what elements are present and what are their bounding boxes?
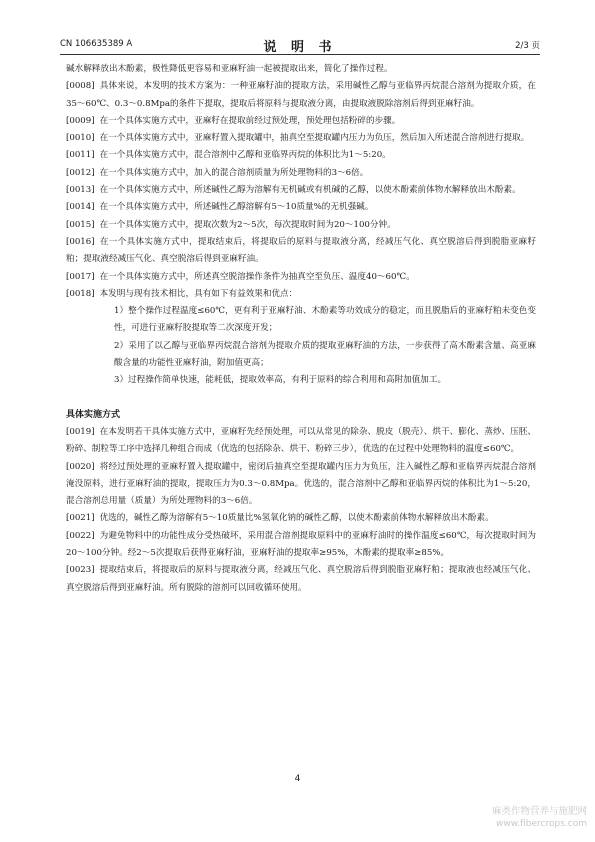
paragraph-number: [0020]: [66, 461, 95, 472]
paragraph-0010: [66, 130, 536, 147]
section-gap: [66, 390, 536, 407]
paragraph-text: 在一个具体实施方式中，所述碱性乙醇溶解有5～10质量%的无机强碱。: [99, 202, 374, 213]
advantage-item-1: 1）整个操作过程温度≤60℃，更有利于亚麻籽油、木酚素等功效成分的稳定，而且脱脂后的亚麻籽粕未变色变性，可进行亚麻籽胶提取等二次深度开发；: [114, 306, 536, 334]
paragraph-number: [0019]: [66, 426, 95, 437]
paragraph-0009: [66, 113, 536, 130]
paragraph-text: 优选的，碱性乙醇为溶解有5～10质量比%氢氧化钠的碱性乙醇，以使木酚素前体物水解释放出木酚素。: [99, 513, 494, 524]
paragraph-number: [0015]: [66, 219, 95, 230]
paragraph-0015: [66, 217, 536, 234]
paragraph-text: 本发明与现有技术相比，具有如下有益效果和优点：: [99, 288, 298, 299]
paragraph-text: 在一个具体实施方式中，提取结束后，将提取后的原料与提取液分离，经减压气化、真空脱溶后得到脱脂亚麻籽粕；提取液经减压气化、真空脱溶后得到亚麻籽油。: [66, 236, 536, 265]
paragraph-0023: [66, 562, 536, 597]
paragraph-0022: [66, 528, 536, 563]
paragraph-text: 在一个具体实施方式中，亚麻籽在提取前经过预处理，预处理包括粉碎的步骤。: [99, 115, 401, 126]
paragraph-number: [0018]: [66, 288, 95, 299]
paragraph-number: [0011]: [66, 150, 95, 161]
paragraph-0016: [66, 234, 536, 269]
watermark-site-name: 麻类作物营养与施肥网: [491, 806, 587, 817]
paragraph-0020: [66, 459, 536, 511]
paragraph-text: 具体来说，本发明的技术方案为：一种亚麻籽油的提取方法，采用碱性乙醇与亚临界丙烷混合溶剂为提取介质，在35～60℃、0.3～0.8Mpa的条件下提取，提取后将原料与提取液分离，由提取液脱除溶剂后得到亚麻籽油。: [66, 81, 536, 109]
intro-line: 碱水解释放出木酚素，极性降低更容易和亚麻籽油一起被提取出来，简化了操作过程。: [66, 64, 393, 74]
watermark: [492, 805, 587, 831]
paragraph-text: 在一个具体实施方式中，加入的混合溶剂质量为所处理物料的3～6倍。: [99, 167, 369, 178]
document-title: 说 明 书: [263, 40, 337, 55]
paragraph-0012: [66, 165, 536, 182]
paragraph-text: 将经过预处理的亚麻籽置入提取罐中，密闭后抽真空至提取罐内压力为负压，注入碱性乙醇和亚临界丙烷混合溶剂淹没原料，进行亚麻籽油的提取，提取压力为0.3～0.8Mpa。优选的，混合溶剂中乙醇和亚临界丙烷的体积比为1～5:20，混合溶剂总用量（质量）为所处理物料的3～6倍。: [66, 461, 536, 507]
paragraph-text: 在一个具体实施方式中，混合溶剂中乙醇和亚临界丙烷的体积比为1～5:20。: [99, 150, 391, 161]
paragraph-text: 在本发明若干具体实施方式中，亚麻籽先经预处理，可以从常见的除杂、脱皮（脱壳）、烘干、膨化、蒸炒、压胚、粉碎、制粒等工序中选择几种组合而成（优选的包括除杂、烘干、粉碎三步），优选的在过程中处理物料的温度≤60℃。: [66, 426, 536, 455]
paragraph-number: [0016]: [66, 236, 95, 247]
paragraph-0017: [66, 269, 536, 286]
page-number: 4: [294, 774, 301, 784]
advantage-item-2: 2）采用了以乙醇与亚临界丙烷混合溶剂为提取介质的提取亚麻籽油的方法，一步获得了高木酚素含量、高亚麻酸含量的功能性亚麻籽油，附加值更高；: [114, 340, 536, 369]
paragraph-0019: [66, 424, 536, 459]
paragraph-number: [0010]: [66, 133, 95, 144]
paragraph-number: [0009]: [66, 115, 95, 126]
paragraph-number: [0021]: [66, 513, 95, 524]
paragraph-0018: [66, 286, 536, 303]
patent-number: CN 106635389 A: [60, 39, 133, 49]
paragraph-0014: [66, 199, 536, 216]
document-body: [66, 61, 536, 597]
section-heading: 具体实施方式: [66, 409, 121, 420]
paragraph-text: 在一个具体实施方式中，所述碱性乙醇为溶解有无机碱或有机碱的乙醇，以使木酚素前体物水解释放出木酚素。: [99, 185, 521, 196]
paragraph-number: [0023]: [66, 565, 95, 576]
paragraph-0008: [66, 78, 536, 113]
paragraph-0021: [66, 510, 536, 527]
paragraph-text: 在一个具体实施方式中，所述真空脱溶操作条件为抽真空至负压、温度40～60℃。: [99, 271, 415, 282]
advantage-item-3: 3）过程操作简单快速，能耗低，提取效率高，有利于原料的综合利用和高附加值加工。: [114, 375, 447, 386]
paragraph-text: 为避免物料中的功能性成分受热破坏，采用混合溶剂提取原料中的亚麻籽油时的操作温度≤60℃，每次提取时间为20～100分钟。经2～5次提取后获得亚麻籽油，亚麻籽油的提取率≥95%，木酚素的提取率≥85%。: [66, 530, 536, 559]
paragraph-number: [0013]: [66, 185, 95, 196]
page-header: [60, 36, 540, 55]
paragraph-number: [0014]: [66, 202, 95, 213]
paragraph-0011: [66, 147, 536, 164]
paragraph-number: [0022]: [66, 530, 95, 541]
paragraph-text: 在一个具体实施方式中，亚麻籽置入提取罐中，抽真空至提取罐内压力为负压，然后加入所述混合溶剂进行提取。: [99, 133, 530, 144]
watermark-url: www.fibercrops.com: [496, 819, 587, 829]
paragraph-number: [0017]: [66, 271, 95, 282]
paragraph-number: [0008]: [66, 81, 95, 92]
page-indicator: 2/3 页: [515, 41, 540, 51]
paragraph-text: 在一个具体实施方式中，提取次数为2～5次，每次提取时间为20～100分钟。: [99, 219, 396, 230]
paragraph-0013: [66, 182, 536, 199]
paragraph-number: [0012]: [66, 167, 95, 178]
paragraph-text: 提取结束后，将提取后的原料与提取液分离，经减压气化、真空脱溶后得到脱脂亚麻籽粕；提取液也经减压气化、真空脱溶后得到亚麻籽油。所有脱除的溶剂可以回收循环使用。: [66, 565, 536, 593]
